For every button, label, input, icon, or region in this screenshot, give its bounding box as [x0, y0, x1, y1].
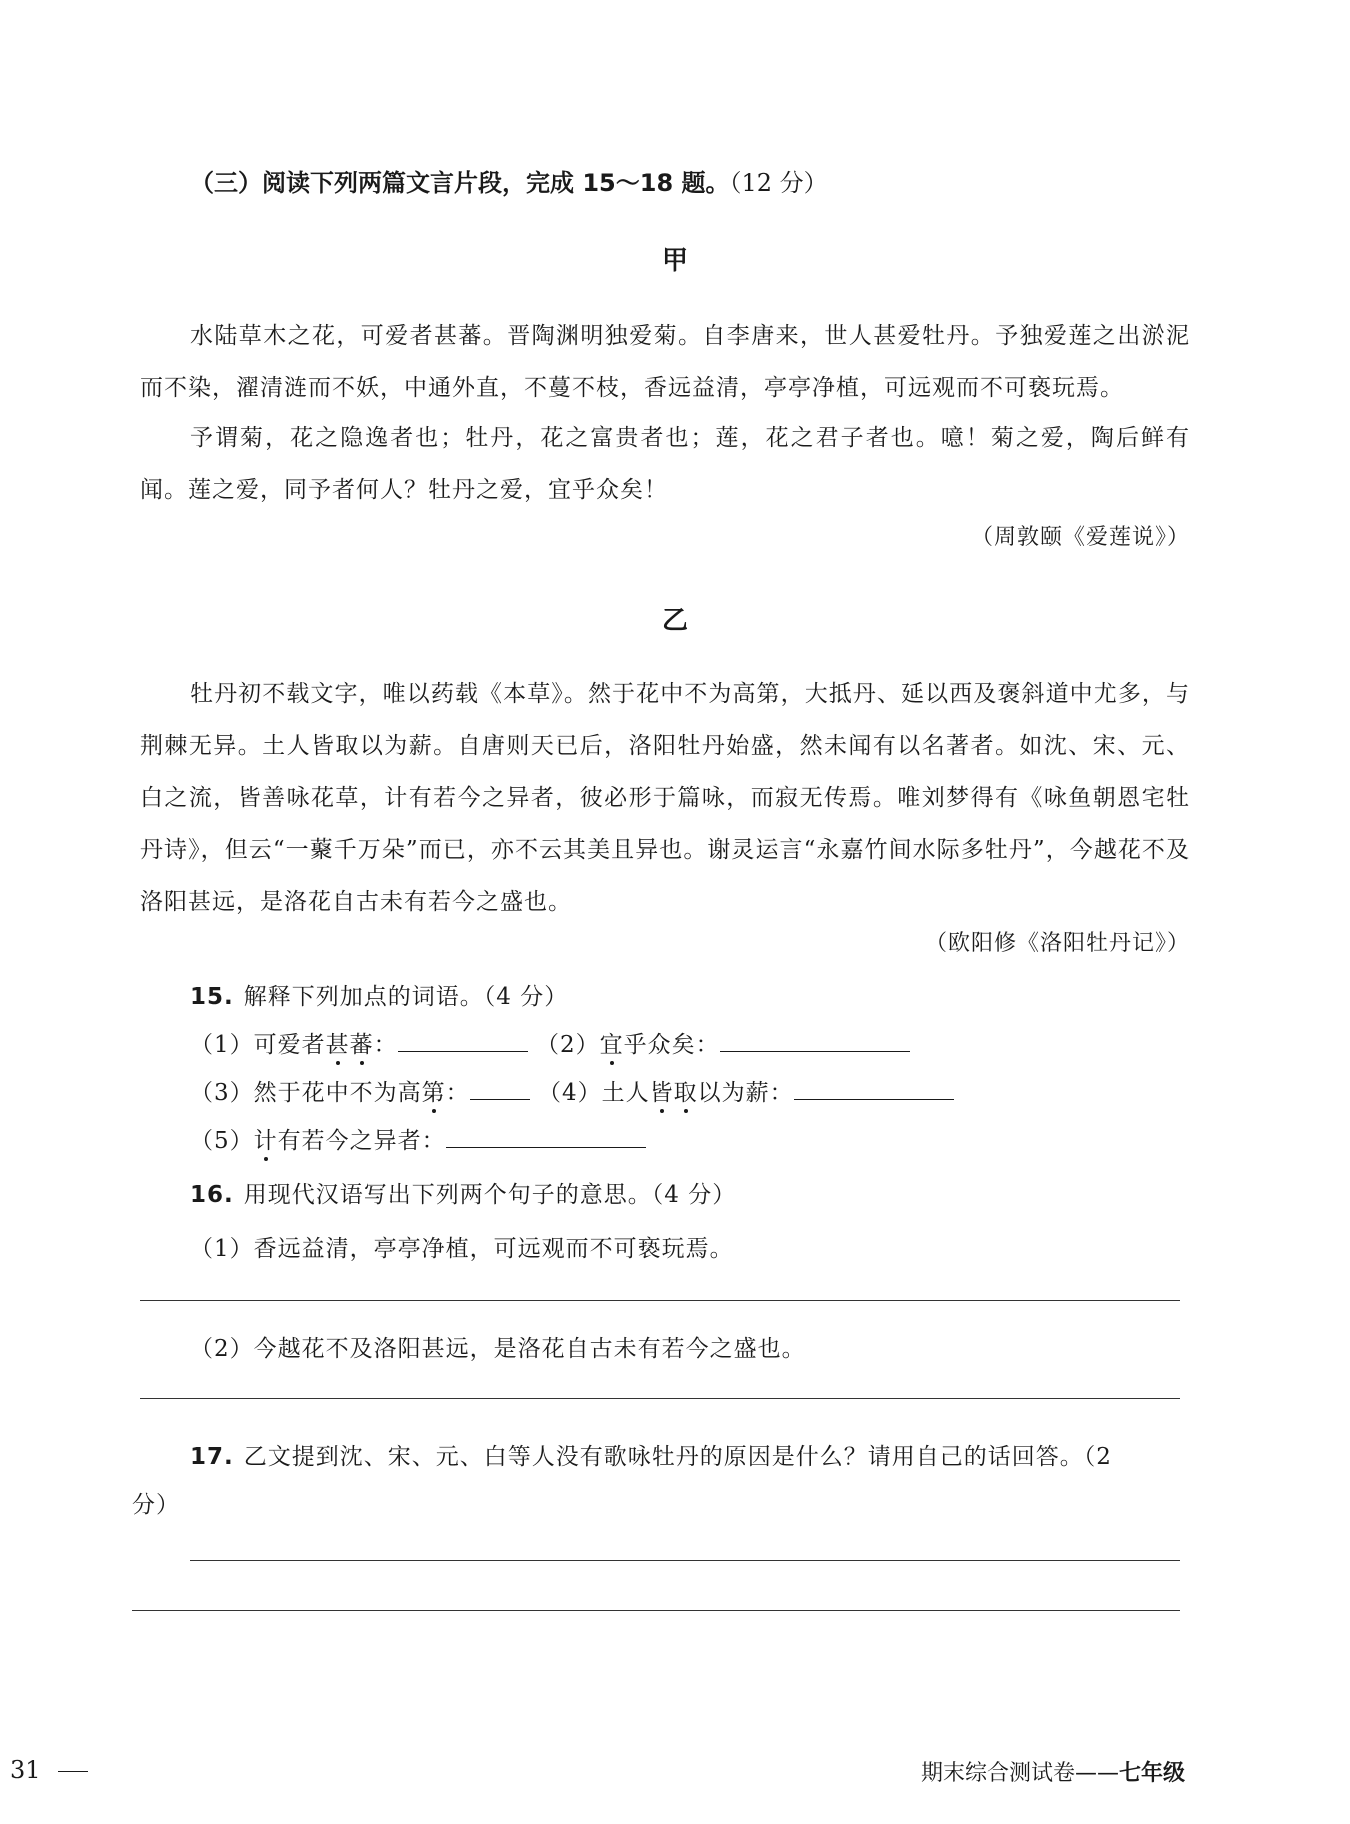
- passage-a-label: 甲: [661, 246, 688, 276]
- q15-item-3-answer-blank[interactable]: [470, 1077, 530, 1100]
- q15-item-1-text: （1）可爱者: [190, 1032, 326, 1058]
- q15-item-5-text-post: 有若今之异者：: [277, 1128, 446, 1154]
- section-heading-text: （三）阅读下列两篇文言片段，完成 15～18 题。: [190, 169, 730, 197]
- question-15-number: 15.: [190, 984, 234, 1010]
- passage-a-paragraph-2: 予谓菊，花之隐逸者也；牡丹，花之富贵者也；莲，花之君子者也。噫！菊之爱，陶后鲜有闻。莲之爱，同予者何人？牡丹之爱，宜乎众矣！: [140, 425, 1190, 503]
- q17-answer-line-1[interactable]: [190, 1560, 1180, 1561]
- q15-item-2-text: （2）: [535, 1032, 600, 1058]
- question-17: [190, 1438, 1112, 1471]
- q15-item-1-dotted-char: 甚: [325, 1032, 350, 1058]
- q15-item-3-text: （3）然于花中不为高: [190, 1080, 422, 1106]
- page-number-dash: [58, 1771, 88, 1772]
- section-heading: [190, 163, 828, 198]
- passage-b-label: 乙: [661, 606, 688, 636]
- q16-answer-line-1[interactable]: [140, 1300, 1180, 1301]
- page-number: 31: [10, 1756, 41, 1784]
- q15-item-5-answer-blank[interactable]: [446, 1125, 646, 1148]
- passage-a-paragraph-1: 水陆草木之花，可爱者甚蕃。晋陶渊明独爱菊。自李唐来，世人甚爱牡丹。予独爱莲之出淤泥而不染，濯清涟而不妖，中通外直，不蔓不枝，香远益清，亭亭净植，可远观而不可亵玩焉。: [140, 323, 1190, 401]
- q15-row-1: [190, 1026, 910, 1059]
- footer-title: [921, 1756, 1185, 1787]
- question-16-sentence-2: （2）今越花不及洛阳甚远，是洛花自古未有若今之盛也。: [190, 1336, 806, 1362]
- q15-row-2: [190, 1074, 954, 1107]
- question-16-sentence-1: （1）香远益清，亭亭净植，可远观而不可亵玩焉。: [190, 1236, 734, 1262]
- q15-item-4-text: （4）土人: [537, 1080, 650, 1106]
- question-15: [190, 978, 568, 1011]
- q15-item-4-dotted-char: 取: [673, 1080, 698, 1106]
- question-16-stem: 用现代汉语写出下列两个句子的意思。（4 分）: [243, 1182, 737, 1208]
- q15-item-1-colon: ：: [373, 1032, 398, 1058]
- q15-item-4-dotted-char: 皆: [649, 1080, 674, 1106]
- footer-title-text: 期末综合测试卷——: [920, 1761, 1119, 1786]
- q15-item-3-dotted-char: 第: [421, 1080, 446, 1106]
- q15-item-4-answer-blank[interactable]: [794, 1077, 954, 1100]
- question-17-number: 17.: [190, 1444, 234, 1470]
- q15-item-2-text-post: 乎众矣：: [623, 1032, 720, 1058]
- q15-item-5-dotted-char: 计: [253, 1128, 278, 1154]
- question-17-stem: 乙文提到沈、宋、元、白等人没有歌咏牡丹的原因是什么？请用自己的话回答。（2: [243, 1444, 1112, 1470]
- question-16-number: 16.: [190, 1182, 234, 1208]
- q15-item-1-answer-blank[interactable]: [398, 1029, 528, 1052]
- q17-answer-line-2[interactable]: [132, 1610, 1180, 1611]
- q15-item-4-text-post: 以为薪：: [697, 1080, 794, 1106]
- q15-item-1-dotted-char: 蕃: [349, 1032, 374, 1058]
- q16-answer-line-2[interactable]: [140, 1398, 1180, 1399]
- question-17-stem-continued: 分）: [132, 1492, 180, 1518]
- q15-item-2-dotted-char: 宜: [599, 1032, 624, 1058]
- q15-item-2-answer-blank[interactable]: [720, 1029, 910, 1052]
- passage-b-paragraph-1: 牡丹初不载文字，唯以药载《本草》。然于花中不为高第，大抵丹、延以西及褒斜道中尤多，与荆棘无异。土人皆取以为薪。自唐则天已后，洛阳牡丹始盛，然未闻有以名著者。如沈、宋、元、白之流，皆善咏花草，计有若今之异者，彼必形于篇咏，而寂无传焉。唯刘梦得有《咏鱼朝恩宅牡丹诗》，但云“一藂千万朵”而已，亦不云其美且异也。谢灵运言“永嘉竹间水际多牡丹”，今越花不及洛阳甚远，是洛花自古未有若今之盛也。: [140, 681, 1190, 915]
- q15-row-3: [190, 1122, 646, 1155]
- section-points: （12 分）: [729, 169, 828, 197]
- passage-a-source: （周敦颐《爱莲说》）: [970, 525, 1190, 550]
- question-16: [190, 1176, 736, 1209]
- passage-b-source: （欧阳修《洛阳牡丹记》）: [924, 931, 1190, 956]
- footer-grade: 七年级: [1118, 1761, 1185, 1786]
- question-15-stem: 解释下列加点的词语。（4 分）: [243, 984, 569, 1010]
- q15-item-5-text: （5）: [190, 1128, 254, 1154]
- q15-item-3-colon: ：: [445, 1080, 470, 1106]
